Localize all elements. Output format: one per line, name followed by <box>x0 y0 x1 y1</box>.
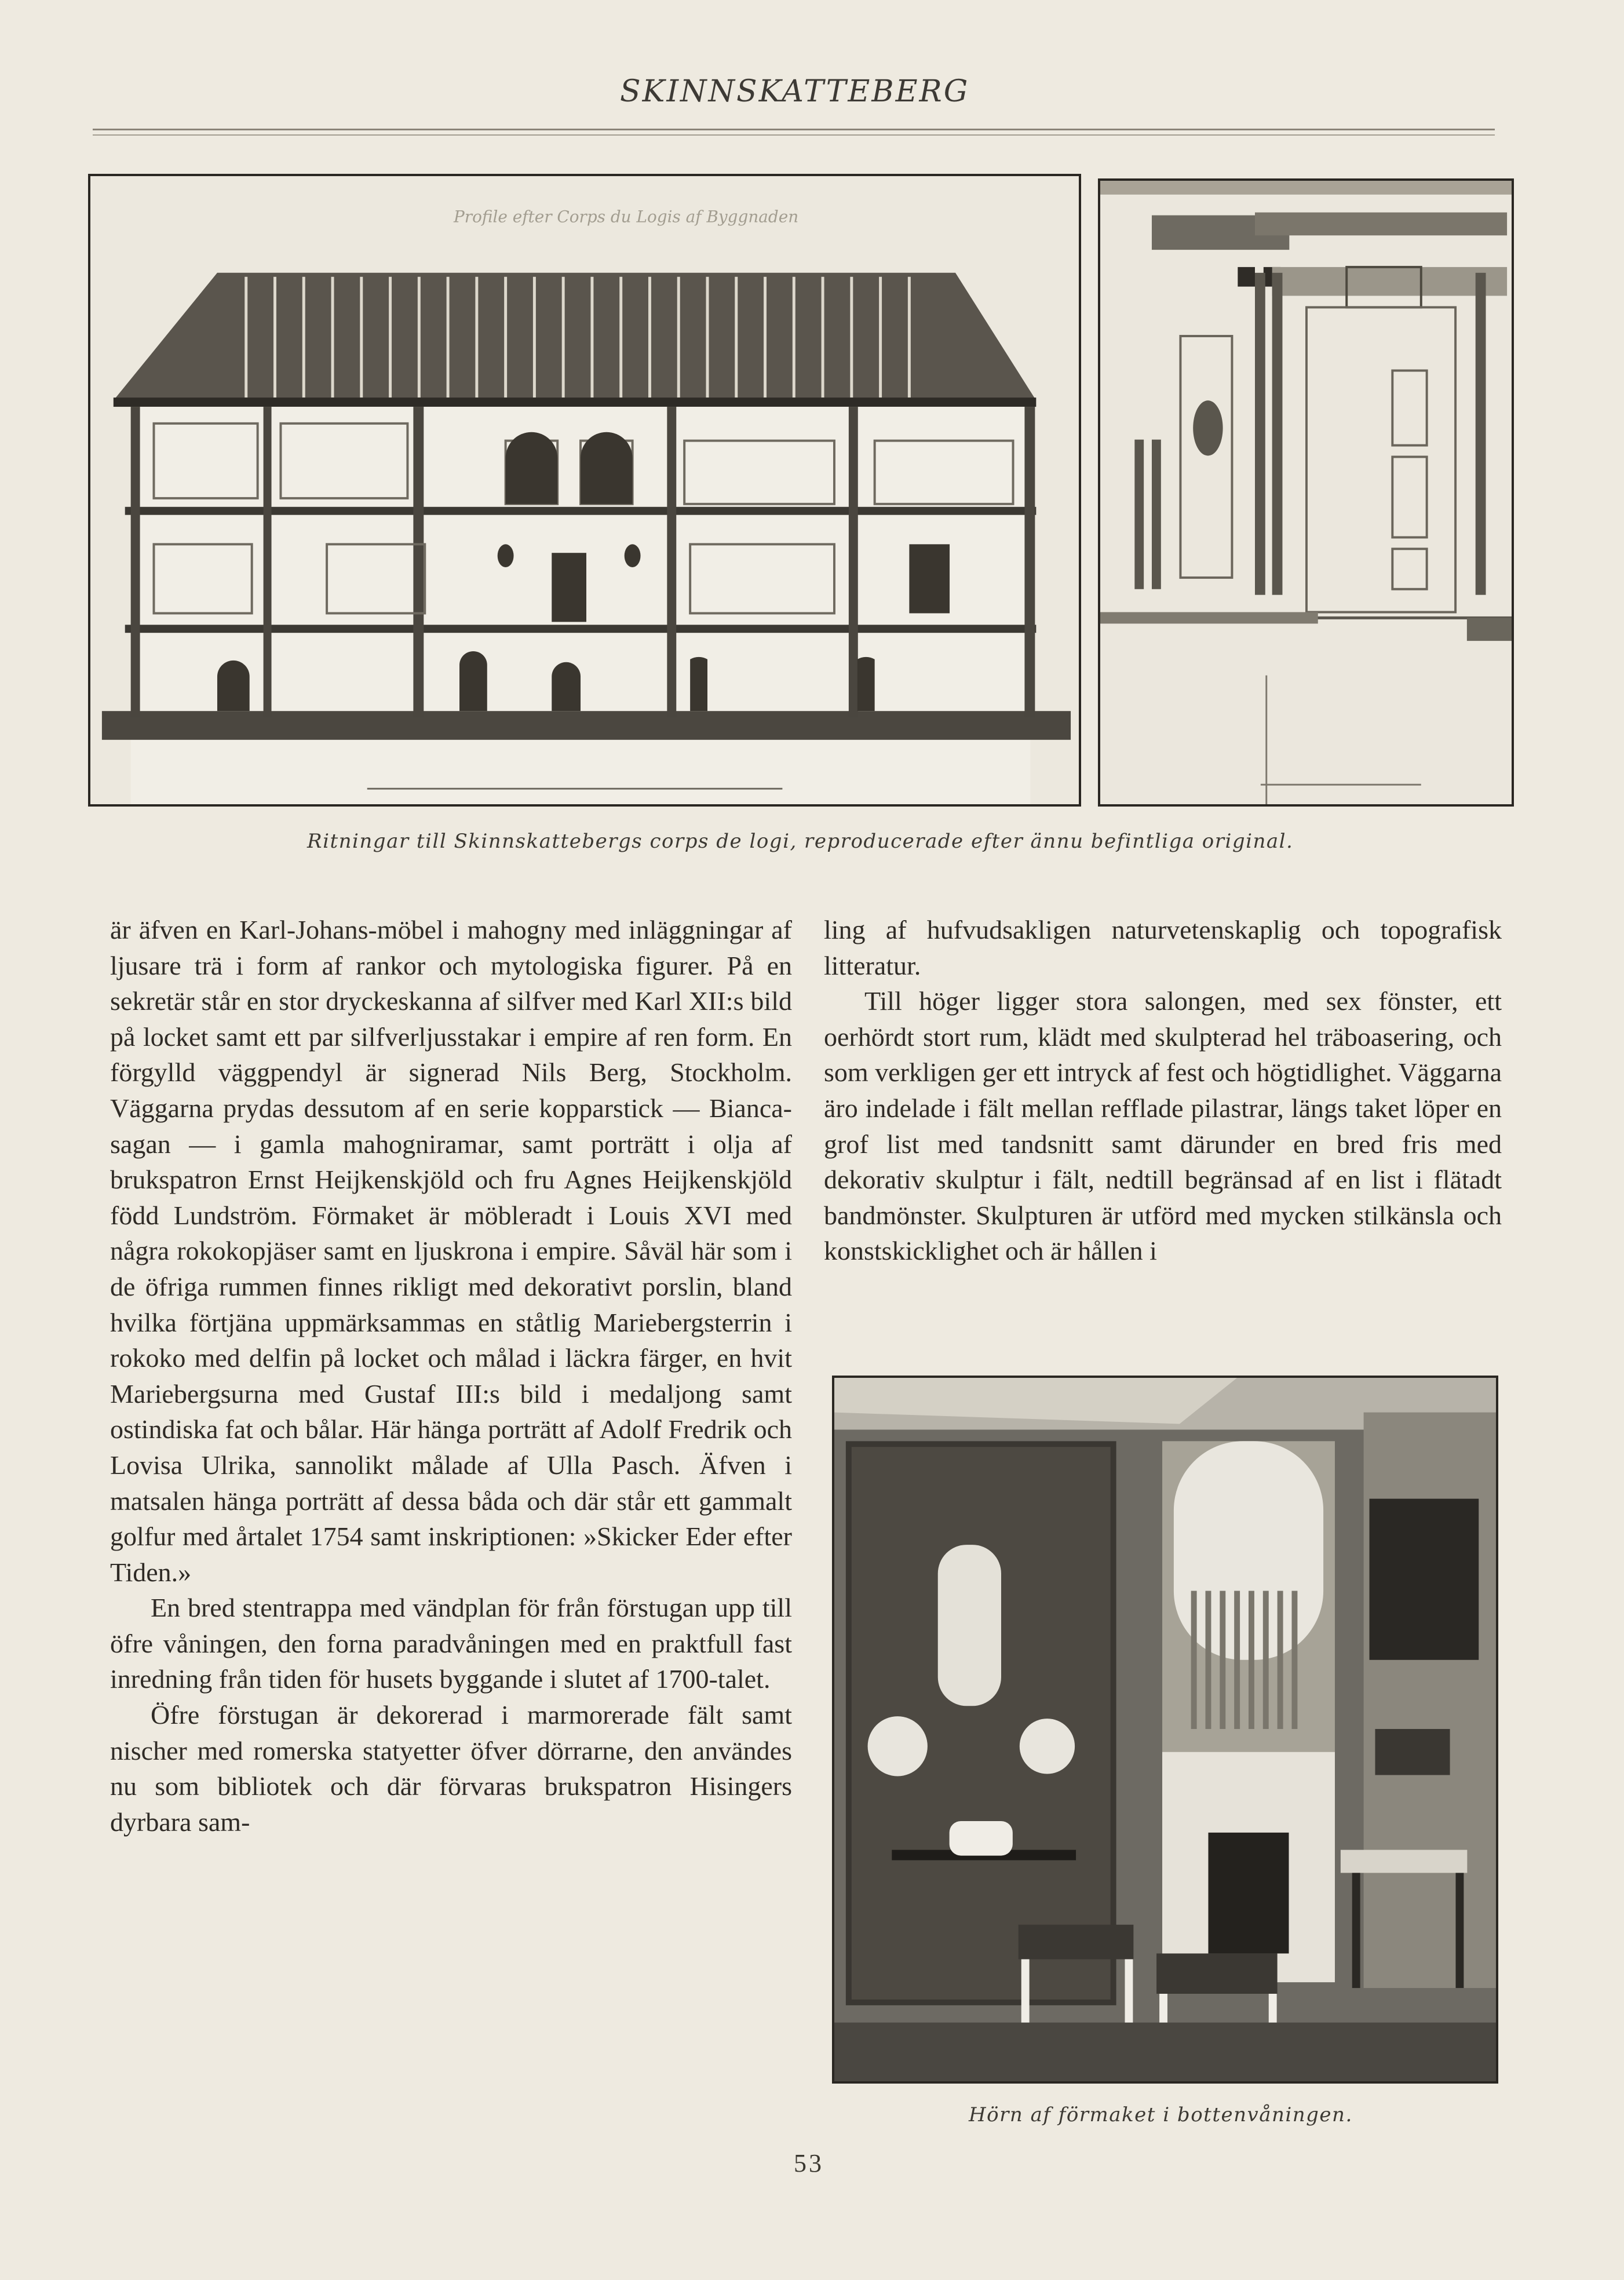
page-number: 53 <box>794 2149 824 2177</box>
left-column <box>110 912 792 1840</box>
header-rule <box>93 129 1495 130</box>
cross-section-drawing-icon <box>90 176 1079 804</box>
room-corner-photo <box>832 1376 1498 2084</box>
paragraph: är äfven en Karl-Johans-möbel i mahogny med inläggningar af ljusare trä i form af rankor och mytologiska figurer. På en sekretär står en stor dryckeskanna af silfver med Karl XII:s bild på locket samt ett par silfverljusstakar i empire af ren form. En förgylld väggpendyl är signerad Nils Berg, Stockholm. Väggarna prydas dessutom af en serie kopparstick — Bianca-sagan — i gamla mahogniramar, samt porträtt i olja af brukspatron Ernst Heijkenskjöld och fru Agnes Heijkenskjöld född Lundström. Förmaket är möbleradt i Louis XVI med några rokokopjäser samt en ljuskrona i empire. Såväl här som i de öfriga rummen finnes rikligt med dekorativt porslin, bland hvilka förtjäna uppmärksammas en ståtlig Mariebergsterrin i rokoko med delfin på locket och målad i läckra färger, en hvit Mariebergsurna med Gustaf III:s bild i medaljong samt ostindiska fat och bålar. Här hänga porträtt af Adolf Fredrik och Lovisa Ulrika, sannolikt målade af Ulla Pasch. Äfven i matsalen hänga porträtt af dessa båda och där står ett gammalt golfur med årtalet 1754 samt inskriptionen: »Skicker Eder efter Tiden.» <box>110 915 792 1587</box>
paragraph: ling af hufvudsakligen naturvetenskaplig och topografisk litteratur. <box>824 915 1502 980</box>
paragraph: En bred stentrappa med vändplan för från förstugan upp till öfre våningen, den forna paradvåningen med en praktfull fast inredning från tiden för husets byggande i slutet af 1700-talet. <box>110 1593 792 1694</box>
plate-caption: Ritningar till Skinnskattebergs corps de logi, reproducerade efter ännu befintliga original. <box>307 830 1294 853</box>
right-column <box>824 912 1502 1269</box>
running-head: SKINNSKATTEBERG <box>620 74 970 109</box>
photo-caption: Hörn af förmaket i bottenvåningen. <box>969 2103 1353 2126</box>
paragraph: Till höger ligger stora salongen, med sex fönster, ett oerhördt stort rum, klädt med skulpterad hel träboasering, och som verkligen ger ett intryck af fest och högtidlighet. Väggarna äro indelade i fält mellan refflade pilastrar, längs taket löper en grof list med tandsnitt samt därunder en bred fris med dekorativ skulptur i fält, nedtill begränsad af en list i flätadt bandmönster. Skulpturen är utförd med mycken stilkänsla och konstskicklighet och är hållen i <box>824 986 1502 1266</box>
header-rule-thin <box>93 134 1495 136</box>
cross-section-drawing <box>88 174 1081 807</box>
room-corner-photo-icon <box>834 1378 1496 2081</box>
drawing-handwriting: Profile efter Corps du Logis af Byggnaden <box>454 207 799 227</box>
paragraph: Öfre förstugan är dekorerad i marmorerade fält samt nischer med romerska statyetter öfver dörrarne, den användes nu som bibliotek och där förvaras brukspatron Hisingers dyrbara sam- <box>110 1700 792 1837</box>
wall-elevation-drawing <box>1098 178 1514 807</box>
wall-elevation-drawing-icon <box>1100 181 1512 804</box>
